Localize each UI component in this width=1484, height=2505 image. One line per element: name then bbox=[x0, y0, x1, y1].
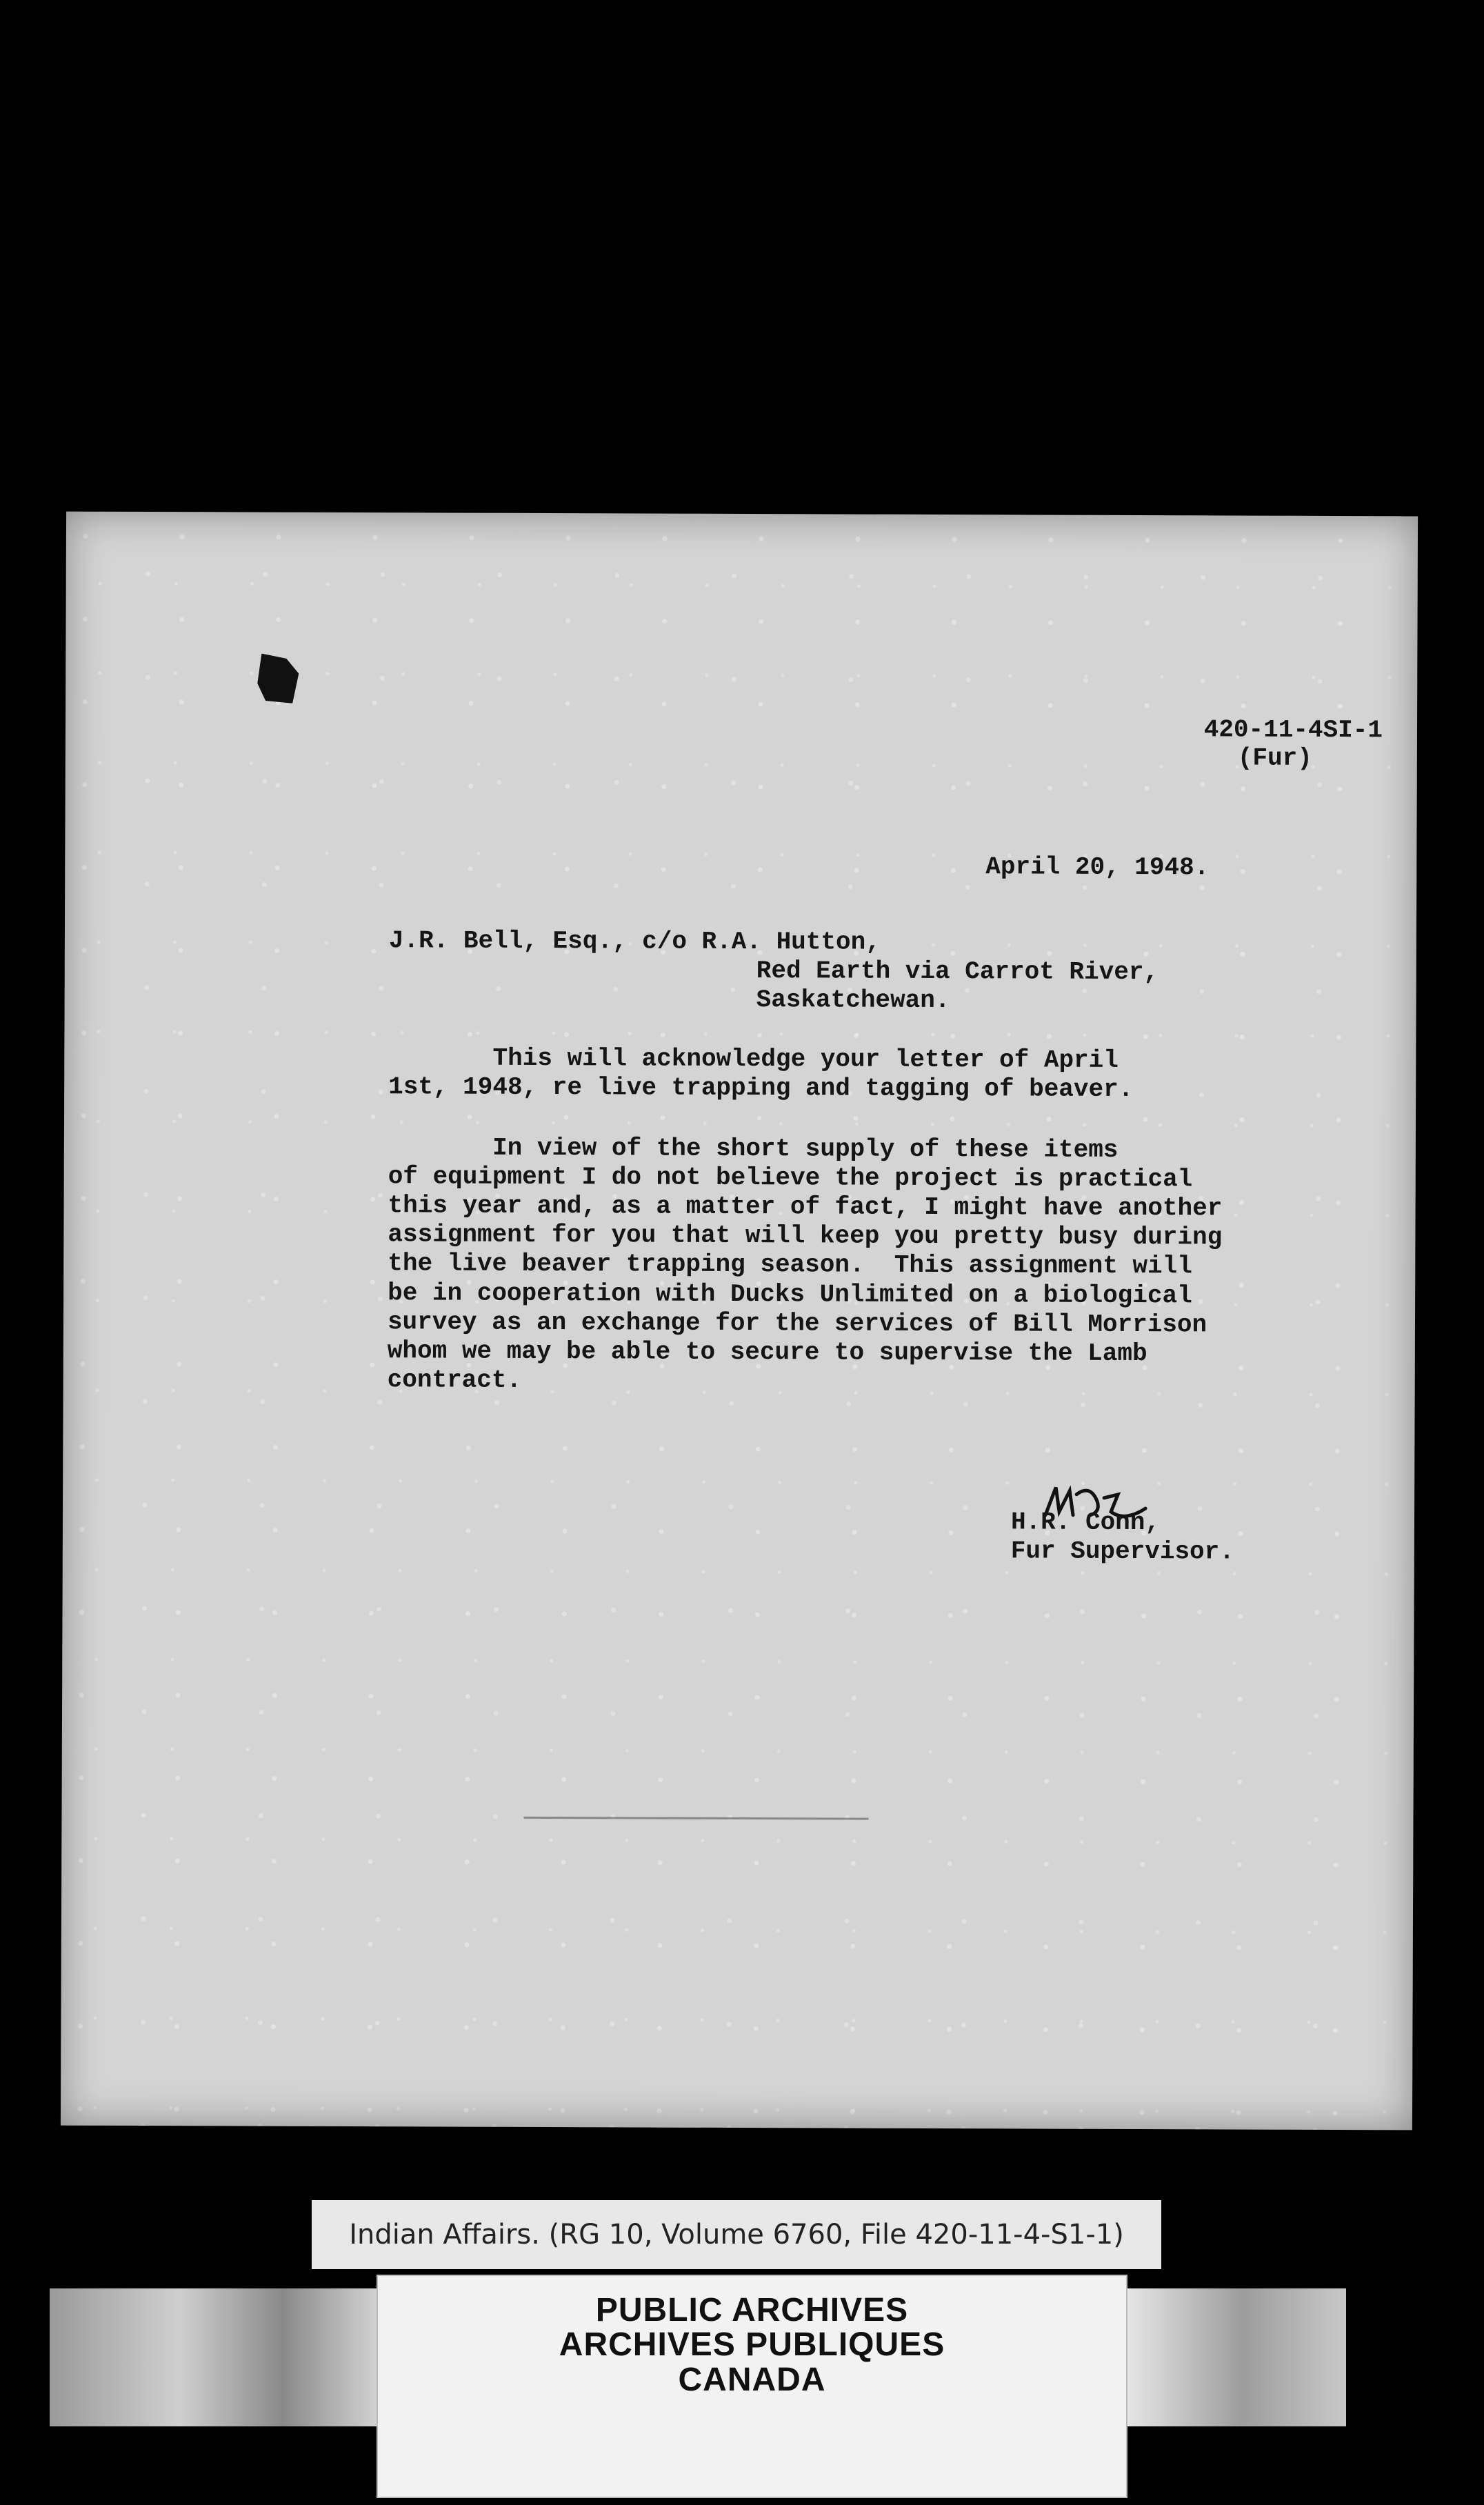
address-line-3: Saskatchewan. bbox=[756, 986, 950, 1015]
stamp-line-1: PUBLIC ARCHIVES bbox=[595, 2292, 909, 2328]
file-reference bbox=[1204, 715, 1383, 773]
stamp-line-3: CANADA bbox=[678, 2361, 826, 2398]
signature-title: Fur Supervisor. bbox=[1010, 1537, 1234, 1566]
divider bbox=[523, 1817, 868, 1820]
address-line-2: Red Earth via Carrot River, bbox=[756, 957, 1159, 987]
signature-name: H.R. Conn, bbox=[1010, 1508, 1161, 1537]
letter-page bbox=[61, 512, 1418, 2130]
address-line-1: J.R. Bell, Esq., c/o R.A. Hutton, bbox=[388, 926, 881, 957]
file-category: (Fur) bbox=[1237, 743, 1312, 773]
archive-reference-label: Indian Affairs. (RG 10, Volume 6760, File 420-11-4-S1-1) bbox=[312, 2200, 1161, 2269]
file-number: 420-11-4SI-1 bbox=[1203, 715, 1383, 745]
body-paragraph-2: In view of the short supply of these items of equipment I do not believe the project is practical this year and, as a matter of fact, I might have another assignment for you that will keep you pretty busy during the live beaver trapping season. This assignment will be in cooperation with Ducks Unlimited on a biological survey as an exchange for the services of Bill Morrison whom we may be able to secure to supervise the Lamb contract. bbox=[387, 1133, 1223, 1395]
archive-stamp bbox=[378, 2293, 1126, 2397]
letter-date: April 20, 1948. bbox=[985, 852, 1210, 882]
body-paragraph-1: This will acknowledge your letter of April 1st, 1948, re live trapping and tagging of beaver. bbox=[388, 1044, 1134, 1104]
stamp-line-2: ARCHIVES PUBLIQUES bbox=[559, 2326, 945, 2364]
signature-block bbox=[1011, 1508, 1234, 1566]
ink-blot bbox=[257, 654, 299, 703]
recipient-address bbox=[389, 926, 1159, 1016]
